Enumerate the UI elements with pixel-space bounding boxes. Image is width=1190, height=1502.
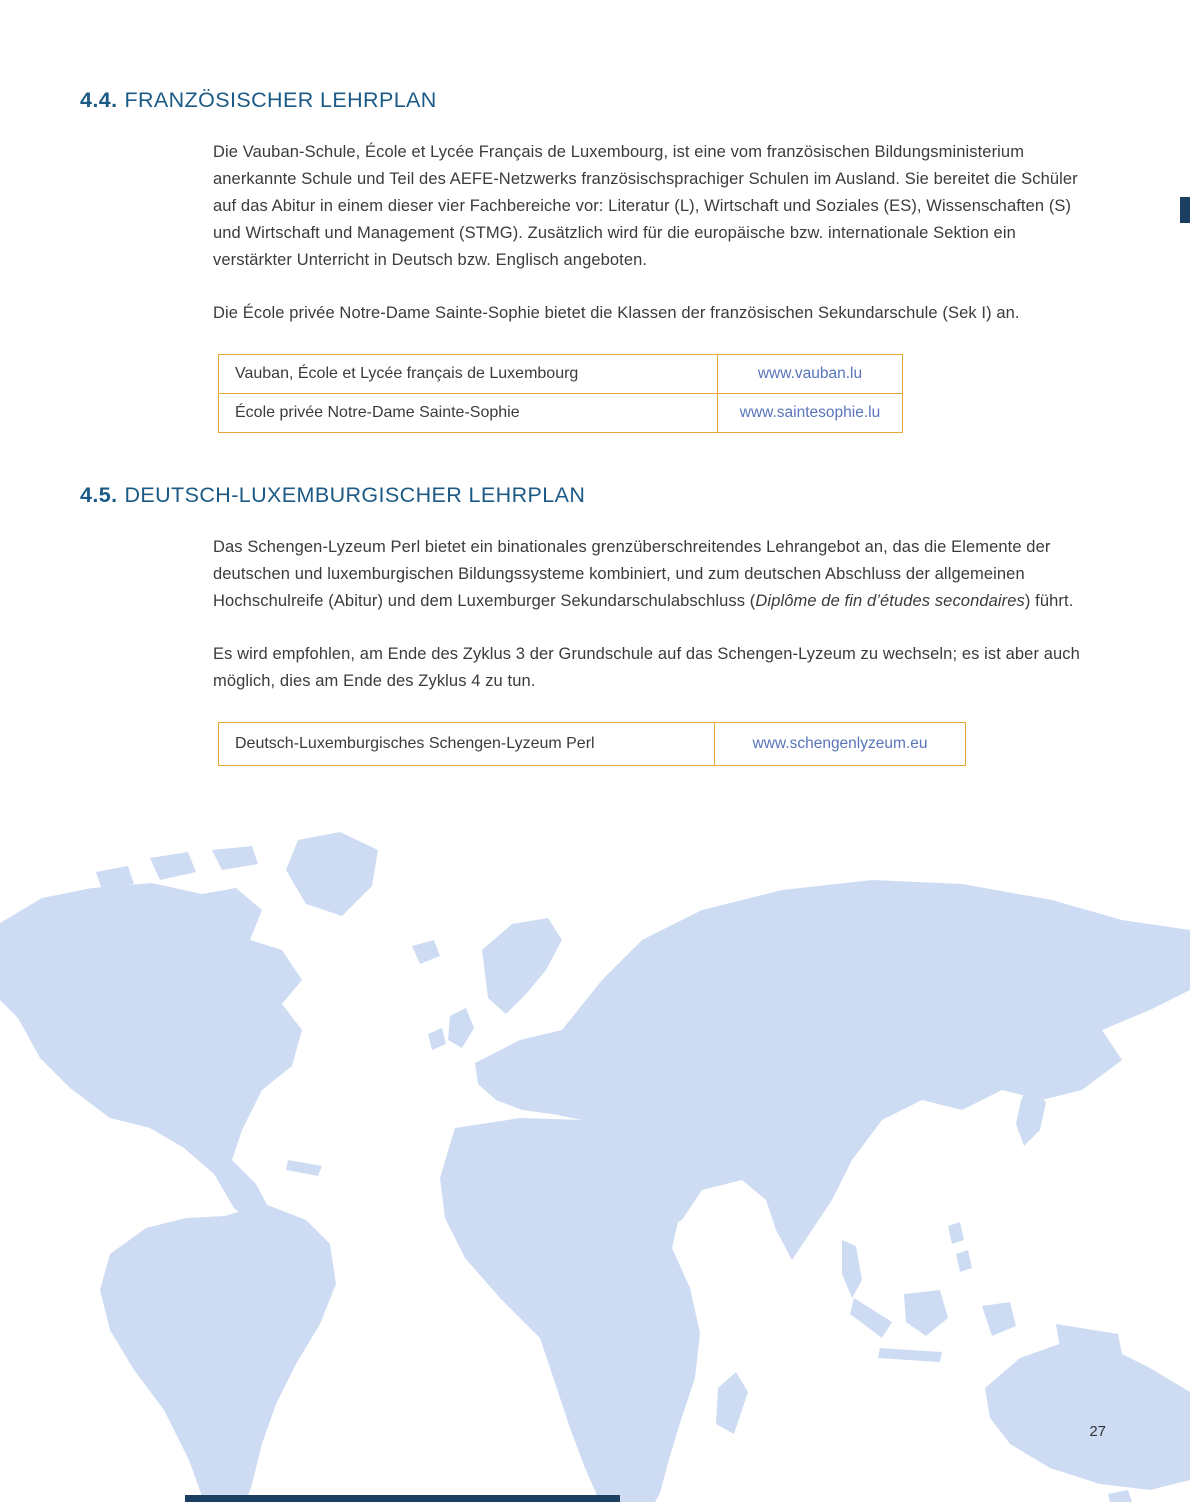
paragraph-schengen-lyzeum [213,534,1093,615]
school-website-link[interactable]: www.vauban.lu [717,355,902,393]
section-number: 4.4. [80,88,118,112]
school-name: Deutsch-Luxemburgisches Schengen-Lyzeum Perl [235,735,595,752]
section-title: DEUTSCH-LUXEMBURGISCHER LEHRPLAN [124,483,586,507]
paragraph-text: Das Schengen-Lyzeum Perl bietet ein binationales grenzüberschreitendes Lehrangebot an, das die Elemente der deutschen und luxemburgischen Bildungssysteme kombiniert, und zum deutschen Abschluss der allgemeinen Hochschulreife (Abitur) und dem Luxemburger Sekundarschulabschluss ( [213,538,1051,610]
paragraph-zyklus: Es wird empfohlen, am Ende des Zyklus 3 der Grundschule auf das Schengen-Lyzeum zu wechseln; es ist aber auch möglich, dies am Ende des Zyklus 4 zu tun. [213,645,1080,690]
world-map [0,828,1190,1502]
school-website-link[interactable]: www.saintesophie.lu [717,394,902,432]
table-row [219,723,965,765]
paragraph-italic-text: Diplôme de fin d’études secondaires [755,592,1025,610]
school-table-german-luxembourgish [218,722,966,766]
paragraph-text: ) führt. [1024,592,1074,610]
section-number: 4.5. [80,483,118,507]
paragraph-vauban: Die Vauban-Schule, École et Lycée Français de Luxembourg, ist eine vom französischen Bildungsministerium anerkannte Schule und Teil des AEFE-Netzwerks französischsprachiger Schulen im Ausland. Sie bereitet die Schüler auf das Abitur in einem dieser vier Fachbereiche vor: Literatur (L), Wirtschaft und Soziales (ES), Wissenschaften (S) und Wirtschaft und Management (STMG). Zusätzlich wird für die europäische bzw. internationale Sektion ein verstärkter Unterricht in Deutsch bzw. Englisch angeboten. [213,143,1078,269]
section-heading-4-4 [80,0,1190,113]
paragraph-sainte-sophie: Die École privée Notre-Dame Sainte-Sophie bietet die Klassen der französischen Sekundarschule (Sek I) an. [213,304,1020,322]
table-row [219,355,902,393]
section-heading-4-5 [80,433,1190,508]
table-row [219,393,902,432]
section-title: FRANZÖSISCHER LEHRPLAN [124,88,437,112]
section-edge-tab [1180,197,1190,223]
page-number: 27 [1089,1423,1106,1440]
school-website-link[interactable]: www.schengenlyzeum.eu [714,723,965,765]
school-name: Vauban, École et Lycée français de Luxembourg [235,365,579,382]
school-name: École privée Notre-Dame Sainte-Sophie [235,404,520,421]
school-table-french [218,354,903,433]
bottom-edge-bar [185,1495,620,1502]
